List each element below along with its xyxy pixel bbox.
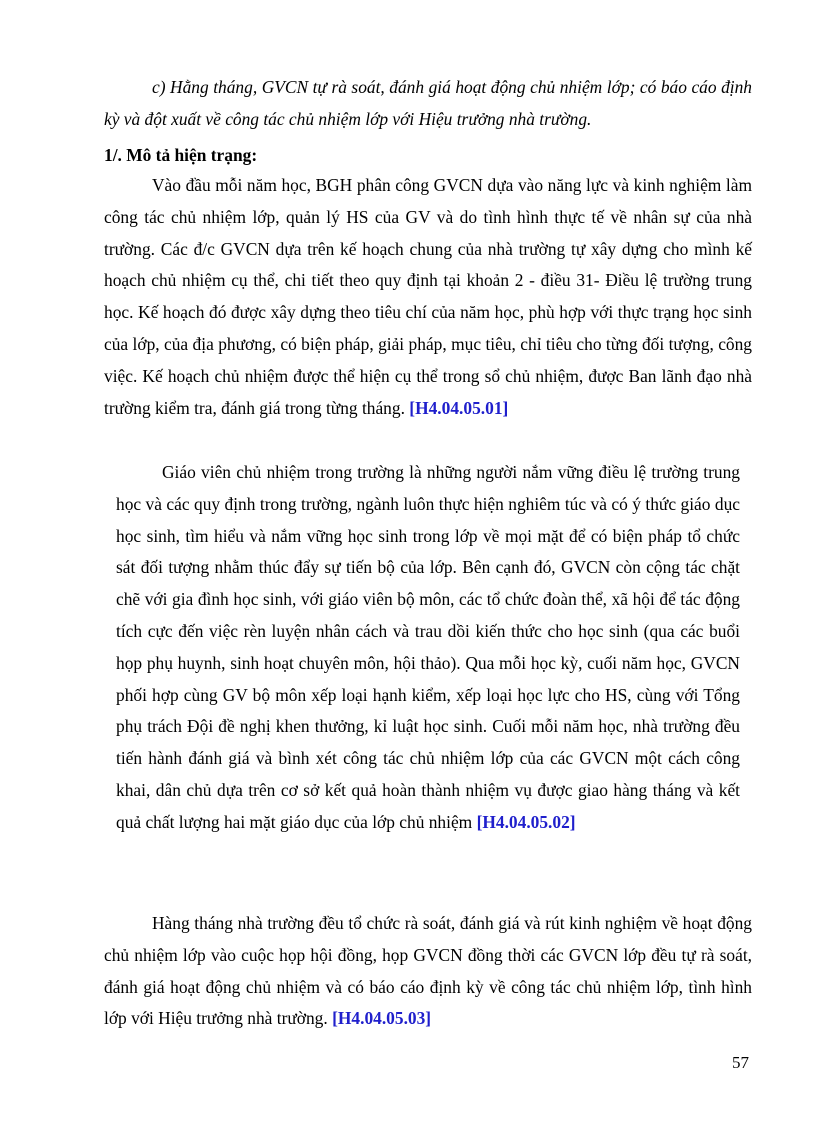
paragraph-1-text: Vào đầu mỗi năm học, BGH phân công GVCN dựa vào năng lực và kinh nghiệm làm công tác chủ nhiệm lớp, quản lý HS của GV và do tình hình thực tế về nhân sự của nhà trường. Các đ/c GVCN dựa trên kế hoạch chung của nhà trường tự xây dựng cho mình kế hoạch chủ nhiệm cụ thể, chi tiết theo quy định tại khoản 2 - điều 31- Điều lệ trường trung học. Kế hoạch đó được xây dựng theo tiêu chí của năm học, phù hợp với thực trạng học sinh của lớp, của địa phương, có biện pháp, giải pháp, mục tiêu, chỉ tiêu cho từng đối tượng, công việc. Kế hoạch chủ nhiệm được thể hiện cụ thể trong sổ chủ nhiệm, được Ban lãnh đạo nhà trường kiểm tra, đánh giá trong từng tháng. bbox=[104, 175, 752, 418]
paragraph-3 bbox=[104, 908, 752, 1035]
evidence-code: [H4.04.05.03] bbox=[332, 1008, 432, 1029]
intro-item: c) Hằng tháng, GVCN tự rà soát, đánh giá hoạt động chủ nhiệm lớp; có báo cáo định kỳ và đột xuất về công tác chủ nhiệm lớp với Hiệu trưởng nhà trường. bbox=[104, 77, 752, 129]
evidence-code: [H4.04.05.02] bbox=[476, 811, 576, 832]
paragraph-2-text: Giáo viên chủ nhiệm trong trường là những người nắm vững điều lệ trường trung học và các quy định trong trường, ngành luôn thực hiện nghiêm túc và có ý thức giáo dục học sinh, tìm hiểu và nắm vững học sinh trong lớp về mọi mặt để có biện pháp tổ chức sát đối tượng nhằm thúc đẩy sự tiến bộ của lớp. Bên cạnh đó, GVCN còn cộng tác chặt chẽ với gia đình học sinh, với giáo viên bộ môn, các tổ chức đoàn thể, xã hội để tác động tích cực đến việc rèn luyện nhân cách và trau dồi kiến thức cho học sinh (qua các buổi họp phụ huynh, sinh hoạt chuyên môn, hội thảo). Qua mỗi học kỳ, cuối năm học, GVCN phối hợp cùng GV bộ môn xếp loại hạnh kiểm, xếp loại học lực cho HS, cùng với Tổng phụ trách Đội đề nghị khen thưởng, kỉ luật học sinh. Cuối mỗi năm học, nhà trường đều tiến hành đánh giá và bình xét công tác chủ nhiệm lớp của các GVCN một cách công khai, dân chủ dựa trên cơ sở kết quả hoàn thành nhiệm vụ được giao hàng tháng và kết quả chất lượng hai mặt giáo dục của lớp chủ nhiệm bbox=[116, 462, 740, 832]
section-heading: 1/. Mô tả hiện trạng: bbox=[104, 145, 258, 165]
evidence-code: [H4.04.05.01] bbox=[409, 397, 509, 418]
paragraph-3-text: Hàng tháng nhà trường đều tổ chức rà soát, đánh giá và rút kinh nghiệm về hoạt động chủ nhiệm lớp vào cuộc họp hội đồng, họp GVCN đồng thời các GVCN lớp đều tự rà soát, đánh giá hoạt động chủ nhiệm và có báo cáo định kỳ về công tác chủ nhiệm lớp, tình hình lớp với Hiệu trưởng nhà trường. bbox=[104, 913, 752, 1029]
paragraph-1 bbox=[104, 170, 752, 424]
page-number: 57 bbox=[732, 1053, 749, 1072]
paragraph-2 bbox=[116, 457, 740, 839]
